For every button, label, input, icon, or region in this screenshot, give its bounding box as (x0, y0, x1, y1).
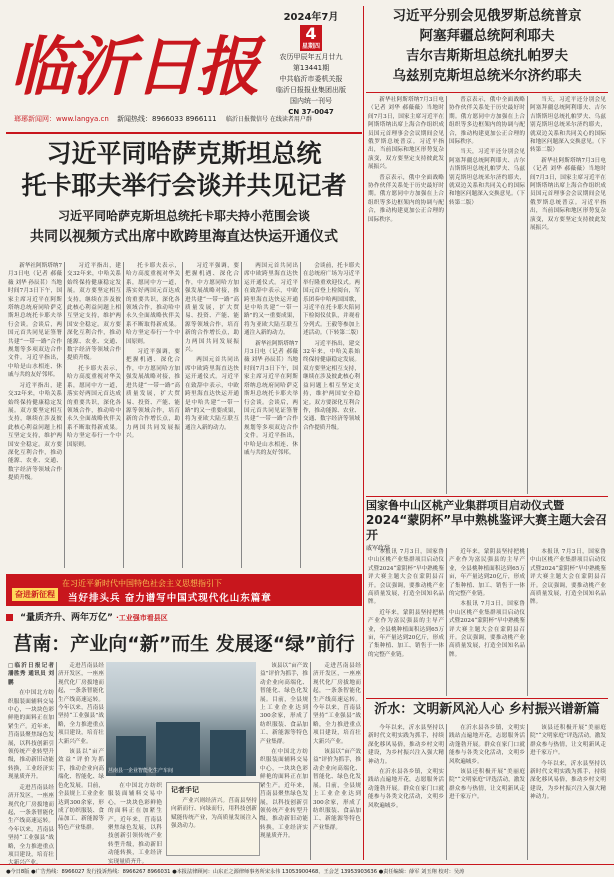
footer: ●今日8版 ●广告热线：8966027 发行投诉热线：8966267 8966031 ●本报法律顾问：山东正之源律师事务所宋永伟 13053900468、王会芝 13953903636 ●责任编辑：薛军 刘玉翔 校对：吴涛 (0, 864, 614, 877)
junan-para: 走进莒南县经济开发区，一座座现代化厂房拔地而起，一条条智能化生产线高速运转。今年以来，莒南县坚持“工业强县”战略，全力推进重点项目建设，培育壮大新兴产业。 (58, 663, 104, 745)
main-subhead-1: 习近平同哈萨克斯坦总统托卡耶夫持小范围会谈 (57, 209, 310, 223)
main-story-para: 习近平强调，要把握机遇、深化合作，中方愿同哈方加强发展战略对接，推进共建“一带一路”高质量发展，扩大贸易、投资、产能、能源等领域合作，培育新的合作增长点，助力两国共同发展振兴。 (126, 349, 180, 440)
date-day (300, 25, 322, 51)
contact-line (14, 114, 223, 124)
yishui-col-3 (530, 724, 606, 860)
right-headline-4[interactable]: 乌兹别克斯坦总统米尔济约耶夫 (392, 68, 582, 84)
right-story-para: 新华社阿斯塔纳7月3日电（记者 刘华 郝薇薇）当地时间7月3日，国家主席习近平在阿斯塔纳出席上海合作组织成员国元首理事会会议期间会见俄罗斯总统普京。习近平指出，当前国际和地区形势复杂演变，双方要坚定支持彼此发展振兴。 (368, 97, 444, 171)
main-story-para: 两国元首共同出席中欧跨里海直达快运开通仪式。习近平在致辞中表示，中欧跨里海直达快运开通是中哈共建“一带一路”的又一重要成果，将为亚欧大陆互联互通注入新的动力。 (244, 263, 298, 337)
junan-col-1 (8, 662, 54, 867)
right-story-para: 普京表示，俄中全面战略协作伙伴关系处于历史最好时期。俄方愿同中方加强在上合组织等多边框架内的协调与配合，推动构建更加公正合理的国际秩序。 (449, 97, 525, 146)
junan-col-5 (108, 782, 162, 865)
reporter-notes-box (166, 782, 260, 856)
yishui-para: 今年以来，沂水县坚持以新时代文明实践为抓手，持续深化移风易俗，推动乡村文明建设，为乡村振兴注入强大精神动力。 (368, 725, 444, 765)
main-story-col-1 (8, 262, 62, 568)
notes-text (171, 797, 257, 853)
column-rule (446, 724, 447, 860)
peach-headline-1[interactable]: 国家鲁中山区桃产业集群项目启动仪式暨 (366, 499, 564, 512)
peach-para: 本报讯 7月3日，国家鲁中山区桃产业集群项目启动仪式暨2024“蒙阴杯”早中熟桃鉴评大赛主题大会在蒙阴县召开。会议强调，要推动桃产业高质量发展，打造全国知名品牌。 (530, 549, 606, 606)
column-rule (64, 262, 65, 568)
peach-para: 近年来，蒙阴县坚持把桃产业作为富民强县的主导产业，全县桃种植面积达到65万亩，年产量达到20亿斤，形成了集种植、加工、销售于一体的完整产业链。 (368, 609, 444, 658)
banner-main-line: 当好排头兵 奋力谱写中国式现代化山东篇章 (68, 593, 272, 604)
qr-labels: 临沂日报微信号 在线读者用户群 (226, 116, 312, 123)
peach-para: 本报讯 7月3日，国家鲁中山区桃产业集群项目启动仪式暨2024“蒙阴杯”早中熟桃鉴评大赛主题大会在蒙阴县召开。会议强调，要推动桃产业高质量发展，打造全国知名品牌。 (449, 601, 525, 658)
yishui-col-2 (449, 724, 525, 860)
column-rule (527, 724, 528, 860)
peach-story-heading (366, 498, 608, 552)
junan-para: 在中国北方纺织服装面辅料交易中心，一块块色彩鲜艳的面料正在加紧生产。近年来，莒南县聚焦绿色发展，以科技创新引领传统产业转型升级，推动新旧动能转换，工业经济实现量质齐升。 (8, 690, 54, 781)
factory-photo (106, 662, 256, 776)
column-rule (56, 662, 57, 860)
main-story-heading (6, 138, 362, 258)
right-story-col-2 (449, 96, 525, 494)
website-url[interactable]: 瑯琊新闻网：www.langya.cn (14, 115, 109, 123)
publisher: 中共临沂市委机关报 (279, 75, 343, 83)
banner-tag: 奋进新征程 (12, 588, 58, 601)
right-headline-3[interactable]: 吉尔吉斯斯坦总统扎帕罗夫 (406, 48, 568, 64)
section-title: “量质齐升、两年万亿” (20, 613, 113, 623)
date-month: 2024年7月 (283, 12, 339, 23)
peach-para: 近年来，蒙阴县坚持把桃产业作为富民强县的主导产业，全县桃种植面积达到65万亩，年产量达到20亿斤，形成了集种植、加工、销售于一体的完整产业链。 (449, 549, 525, 598)
main-story-col-5 (244, 262, 298, 568)
peach-byline: 戚军政辞 (366, 545, 391, 552)
yishui-para: 该县还积极开展“美丽庭院”“文明家庭”评选活动，激发群众参与热情，让文明新风走进千家万户。 (449, 769, 525, 801)
column-rule (446, 96, 447, 494)
main-story-para: 新华社阿斯塔纳7月3日电（记者 郝薇薇 刘华 孙辰茗）当地时间7月3日下午，国家主席习近平在阿斯塔纳总统府同哈萨克斯坦总统托卡耶夫举行会谈。会谈后，两国元首共同见证签署共建“一带一路”合作规划等多项双边合作文件。习近平指出，中哈是山水相连、休戚与共的友好邻邦。 (244, 340, 298, 456)
hotline: 新闻热线：8966033 8966111 (117, 115, 217, 123)
cn-label: 国内统一刊号 (290, 97, 332, 105)
lunar-date: 农历甲辰年五月廿九 (279, 53, 343, 61)
yishui-para: 在沂水县各乡镇，文明实践站点遍地开花，志愿服务活动蓬勃开展。群众在家门口就能参与各类文化活动，文明乡风吹遍城乡。 (368, 769, 444, 809)
junan-para: 在中国北方纺织服装面辅料交易中心，一块块色彩鲜艳的面料正在加紧生产。近年来，莒南县聚焦绿色发展，以科技创新引领传统产业转型升级，推动新旧动能转换，工业经济实现量质齐升。 (108, 783, 162, 865)
junan-para: 该县以“亩产效益”评价为抓手，推动企业向高端化、智能化、绿色化发展。目前，全县规上工业企业达到300余家，形成了纺织服装、食品加工、新能源等特色产业集群。 (313, 749, 361, 831)
junan-byline: □临沂日报记者 潘胜秀 通讯员 刘鹏 (8, 663, 54, 686)
divider (366, 698, 608, 699)
main-story-para: 习近平指出，建交32年来，中哈关系始终保持健康稳定发展。双方要坚定相互支持，继续在涉及彼此核心利益问题上相互坚定支持，维护两国安全稳定。双方要深化互利合作，推动能源、农业、交通、数字经济等领域合作提质升级。 (8, 382, 62, 482)
divider (366, 496, 608, 497)
main-story-col-6 (303, 262, 360, 568)
peach-col-3 (530, 548, 606, 696)
junan-para: 该县以“亩产效益”评价为抓手，推动企业向高端化、智能化、绿色化发展。目前，全县规上工业企业达到300余家，形成了纺织服装、食品加工、新能源等特色产业集群。 (58, 749, 104, 831)
junan-para: 走进莒南县经济开发区，一座座现代化厂房拔地而起，一条条智能化生产线高速运转。今年以来，莒南县坚持“工业强县”战略，全力推进重点项目建设，培育壮大新兴产业。 (8, 784, 54, 867)
publisher-2: 临沂日报报业集团出版 (276, 86, 346, 94)
banner-top-line: 在习近平新时代中国特色社会主义思想指引下 (62, 579, 222, 588)
newspaper-logo: 临沂日报 (10, 30, 258, 105)
peach-col-2 (449, 548, 525, 696)
right-story-para: 普京表示，俄中全面战略协作伙伴关系处于历史最好时期。俄方愿同中方加强在上合组织等多边框架内的协调与配合，推动构建更加公正合理的国际秩序。 (368, 174, 444, 223)
column-rule (241, 262, 242, 568)
column-rule (300, 262, 301, 568)
date-box (262, 8, 360, 130)
section-bullet-icon (6, 614, 13, 621)
main-story-para: 托卡耶夫表示，哈方高度重视对华关系，愿同中方一道，落实好两国元首达成的重要共识，深化各领域合作，推动哈中永久全面战略伙伴关系不断取得新成果。哈方坚定奉行一个中国原则。 (126, 263, 180, 345)
page-divider (363, 6, 364, 860)
main-headline-2[interactable]: 托卡耶夫举行会谈并共见记者 (21, 171, 347, 200)
column-rule (527, 548, 528, 696)
junan-col-3 (260, 662, 308, 860)
right-story-para: 当天，习近平还分别会见阿塞拜疆总统阿利耶夫、吉尔吉斯斯坦总统扎帕罗夫、乌兹别克斯坦总统米尔济约耶夫，就双边关系和共同关心的国际和地区问题深入交换意见。（下转第二版） (449, 149, 525, 206)
right-headline-2[interactable]: 阿塞拜疆总统阿利耶夫 (419, 28, 555, 44)
yishui-col-1 (368, 724, 444, 860)
junan-para: 走进莒南县经济开发区，一座座现代化厂房拔地而起，一条条智能化生产线高速运转。今年以来，莒南县坚持“工业强县”战略，全力推进重点项目建设，培育壮大新兴产业。 (313, 663, 361, 745)
issue-number: 第13441期 (292, 64, 330, 72)
yishui-para: 今年以来，沂水县坚持以新时代文明实践为抓手，持续深化移风易俗，推动乡村文明建设，为乡村振兴注入强大精神动力。 (530, 760, 606, 801)
yishui-para: 该县还积极开展“美丽庭院”“文明家庭”评选活动，激发群众参与热情，让文明新风走进千家万户。 (530, 725, 606, 757)
right-story-para: 新华社阿斯塔纳7月3日电（记者 刘华 郝薇薇）当地时间7月3日，国家主席习近平在阿斯塔纳出席上海合作组织成员国元首理事会会议期间会见俄罗斯总统普京。习近平指出，当前国际和地区形势复杂演变，双方要坚定支持彼此发展振兴。 (530, 157, 606, 232)
right-story-col-1 (368, 96, 444, 494)
main-story-para: 习近平指出，建交32年来，中哈关系始终保持健康稳定发展。双方要坚定相互支持，继续在涉及彼此核心利益问题上相互坚定支持，维护两国安全稳定。双方要深化互利合作，推动能源、农业、交通、数字经济等领域合作提质升级。 (303, 340, 360, 431)
campaign-banner (6, 574, 362, 606)
section-strip (6, 610, 362, 626)
main-headline-1[interactable]: 习近平同哈萨克斯坦总统 (46, 139, 322, 168)
junan-col-2 (58, 662, 104, 860)
junan-para: 该县以“亩产效益”评价为抓手，推动企业向高端化、智能化、绿色化发展。目前，全县规上工业企业达到300余家，形成了纺织服装、食品加工、新能源等特色产业集群。 (260, 663, 308, 745)
main-story-para: 习近平强调，要把握机遇、深化合作，中方愿同哈方加强发展战略对接，推进共建“一带一路”高质量发展，扩大贸易、投资、产能、能源等领域合作，培育新的合作增长点，助力两国共同发展振兴。 (185, 263, 239, 354)
notes-title: 记者手记 (171, 786, 199, 794)
column-rule (123, 262, 124, 568)
column-rule (182, 262, 183, 568)
column-rule (527, 96, 528, 494)
photo-caption: 莒南县一企业智能化生产车间 (108, 768, 174, 774)
peach-headline-2[interactable]: 2024“蒙阴杯”早中熟桃鉴评大赛主题大会召开 (366, 513, 608, 542)
weekday: 星期四 (301, 43, 320, 50)
right-headline-1[interactable]: 习近平分别会见俄罗斯总统普京 (392, 8, 582, 24)
masthead (6, 6, 362, 134)
main-story-col-2 (67, 262, 121, 568)
right-story-col-3 (530, 96, 606, 494)
yishui-para: 在沂水县各乡镇，文明实践站点遍地开花，志愿服务活动蓬勃开展。群众在家门口就能参与各类文化活动，文明乡风吹遍城乡。 (449, 725, 525, 765)
peach-para: 本报讯 7月3日，国家鲁中山区桃产业集群项目启动仪式暨2024“蒙阴杯”早中熟桃鉴评大赛主题大会在蒙阴县召开。会议强调，要推动桃产业高质量发展，打造全国知名品牌。 (368, 549, 444, 606)
junan-headline[interactable]: 莒南：产业向“新”而生 发展逐“绿”前行 (13, 633, 355, 655)
main-story-para: 会谈前，托卡耶夫在总统府广场为习近平举行隆重欢迎仪式。两国元首登上检阅台，军乐团奏中哈两国国歌，习近平在托卡耶夫陪同下检阅仪仗队，并观看分列式。王毅等参加上述活动。（下转第二版） (303, 263, 362, 337)
cn-code: CN 37-0047 (288, 108, 334, 116)
main-story-col-3 (126, 262, 180, 568)
main-story-col-4 (185, 262, 239, 568)
main-story-para: 托卡耶夫表示，哈方高度重视对华关系，愿同中方一道，落实好两国元首达成的重要共识，深化各领域合作，推动哈中永久全面战略伙伴关系不断取得新成果。哈方坚定奉行一个中国原则。 (67, 365, 121, 448)
date-day-number: 4 (305, 24, 317, 43)
right-story-para: 当天，习近平还分别会见阿塞拜疆总统阿利耶夫、吉尔吉斯斯坦总统扎帕罗夫、乌兹别克斯坦总统米尔济约耶夫，就双边关系和共同关心的国际和地区问题深入交换意见。（下转第二版） (530, 97, 606, 154)
column-rule (310, 662, 311, 860)
section-subtitle: ·工业强市看县区 (116, 614, 168, 622)
main-subhead-2: 共同以视频方式出席中欧跨里海直达快运开通仪式 (30, 229, 338, 245)
main-story-para: 习近平指出，建交32年来，中哈关系始终保持健康稳定发展。双方要坚定相互支持，继续在涉及彼此核心利益问题上相互坚定支持，维护两国安全稳定。双方要深化互利合作，推动能源、农业、交通、数字经济等领域合作提质升级。 (67, 263, 121, 362)
main-story-para: 新华社阿斯塔纳7月3日电（记者 郝薇薇 刘华 孙辰茗）当地时间7月3日下午，国家主席习近平在阿斯塔纳总统府同哈萨克斯坦总统托卡耶夫举行会谈。会谈后，两国元首共同见证签署共建“一带一路”合作规划等多项双边合作文件。习近平指出，中哈是山水相连、休戚与共的友好邻邦。 (8, 263, 62, 379)
peach-col-1 (368, 548, 444, 696)
photo-machine (210, 730, 246, 776)
notes-para: 产业兴则经济兴。莒南县坚持向新而行、向绿而行，用科技创新赋能传统产业，为高质量发展注入强劲动力。 (171, 798, 257, 830)
column-rule (446, 548, 447, 696)
divider (366, 92, 608, 93)
main-story-para: 两国元首共同出席中欧跨里海直达快运开通仪式。习近平在致辞中表示，中欧跨里海直达快运开通是中哈共建“一带一路”的又一重要成果，将为亚欧大陆互联互通注入新的动力。 (185, 357, 239, 431)
yishui-headline[interactable]: 沂水：文明新风沁人心 乡村振兴谱新篇 (374, 702, 600, 717)
junan-para: 在中国北方纺织服装面辅料交易中心，一块块色彩鲜艳的面料正在加紧生产。近年来，莒南县聚焦绿色发展，以科技创新引领传统产业转型升级，推动新旧动能转换，工业经济实现量质齐升。 (260, 749, 308, 840)
junan-col-4 (313, 662, 361, 860)
right-top-headlines (366, 6, 608, 92)
